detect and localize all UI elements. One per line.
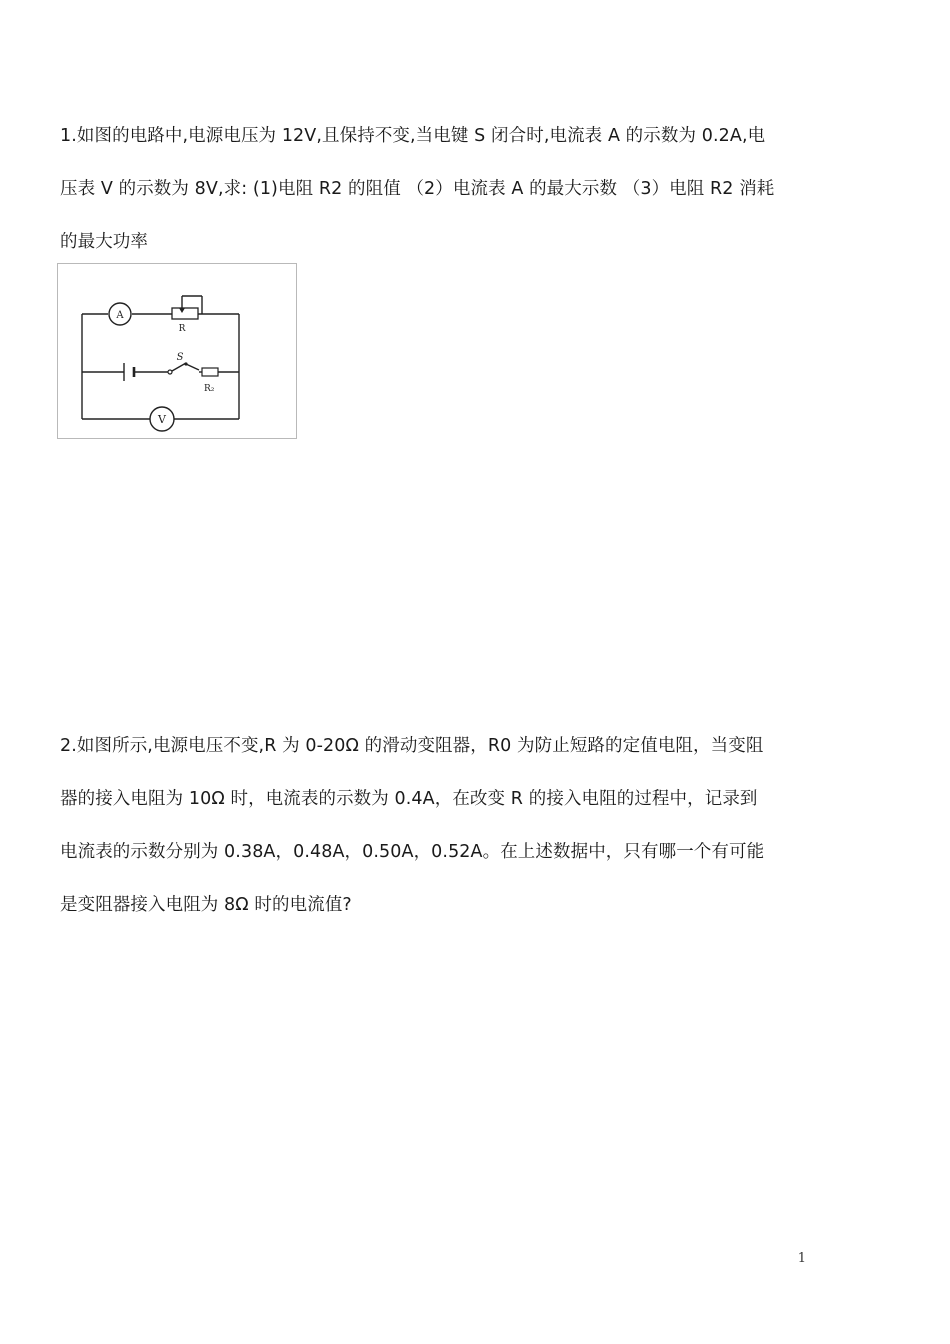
question-2 xyxy=(60,720,820,932)
switch-label: S xyxy=(176,352,184,363)
rheostat-icon xyxy=(172,308,198,319)
switch-contact-icon xyxy=(184,362,187,365)
voltmeter-label: V xyxy=(158,413,166,426)
resistor-icon xyxy=(202,368,218,376)
switch-lever-icon xyxy=(172,363,186,371)
question-2-line: 是变阻器接入电阻为 8Ω 时的电流值? xyxy=(60,895,352,915)
resistor-label: R₂ xyxy=(204,384,215,394)
question-1-line: 的最大功率 xyxy=(60,232,148,252)
question-2-line: 2.如图所示,电源电压不变,R 为 0-20Ω 的滑动变阻器，R0 为防止短路的定值电阻，当变阻 xyxy=(60,736,764,756)
question-1-line: 压表 V 的示数为 8V,求: (1)电阻 R2 的阻值 （2）电流表 A 的最大示数 （3）电阻 R2 消耗 xyxy=(60,179,775,199)
page-number: 1 xyxy=(797,1251,806,1266)
question-1 xyxy=(60,110,820,269)
ammeter-label: A xyxy=(116,310,124,321)
question-1-line: 1.如图的电路中,电源电压为 12V,且保持不变,当电键 S 闭合时,电流表 A 的示数为 0.2A,电 xyxy=(60,126,766,146)
wire xyxy=(186,364,199,370)
question-2-line: 电流表的示数分别为 0.38A，0.48A，0.50A，0.52A。在上述数据中，只有哪一个有可能 xyxy=(60,842,765,862)
rheostat-label: R xyxy=(178,324,186,334)
circuit-diagram xyxy=(57,263,297,439)
question-2-line: 器的接入电阻为 10Ω 时，电流表的示数为 0.4A，在改变 R 的接入电阻的过程中，记录到 xyxy=(60,789,758,809)
circuit-diagram-svg xyxy=(58,264,296,438)
switch-contact-icon xyxy=(168,370,172,374)
